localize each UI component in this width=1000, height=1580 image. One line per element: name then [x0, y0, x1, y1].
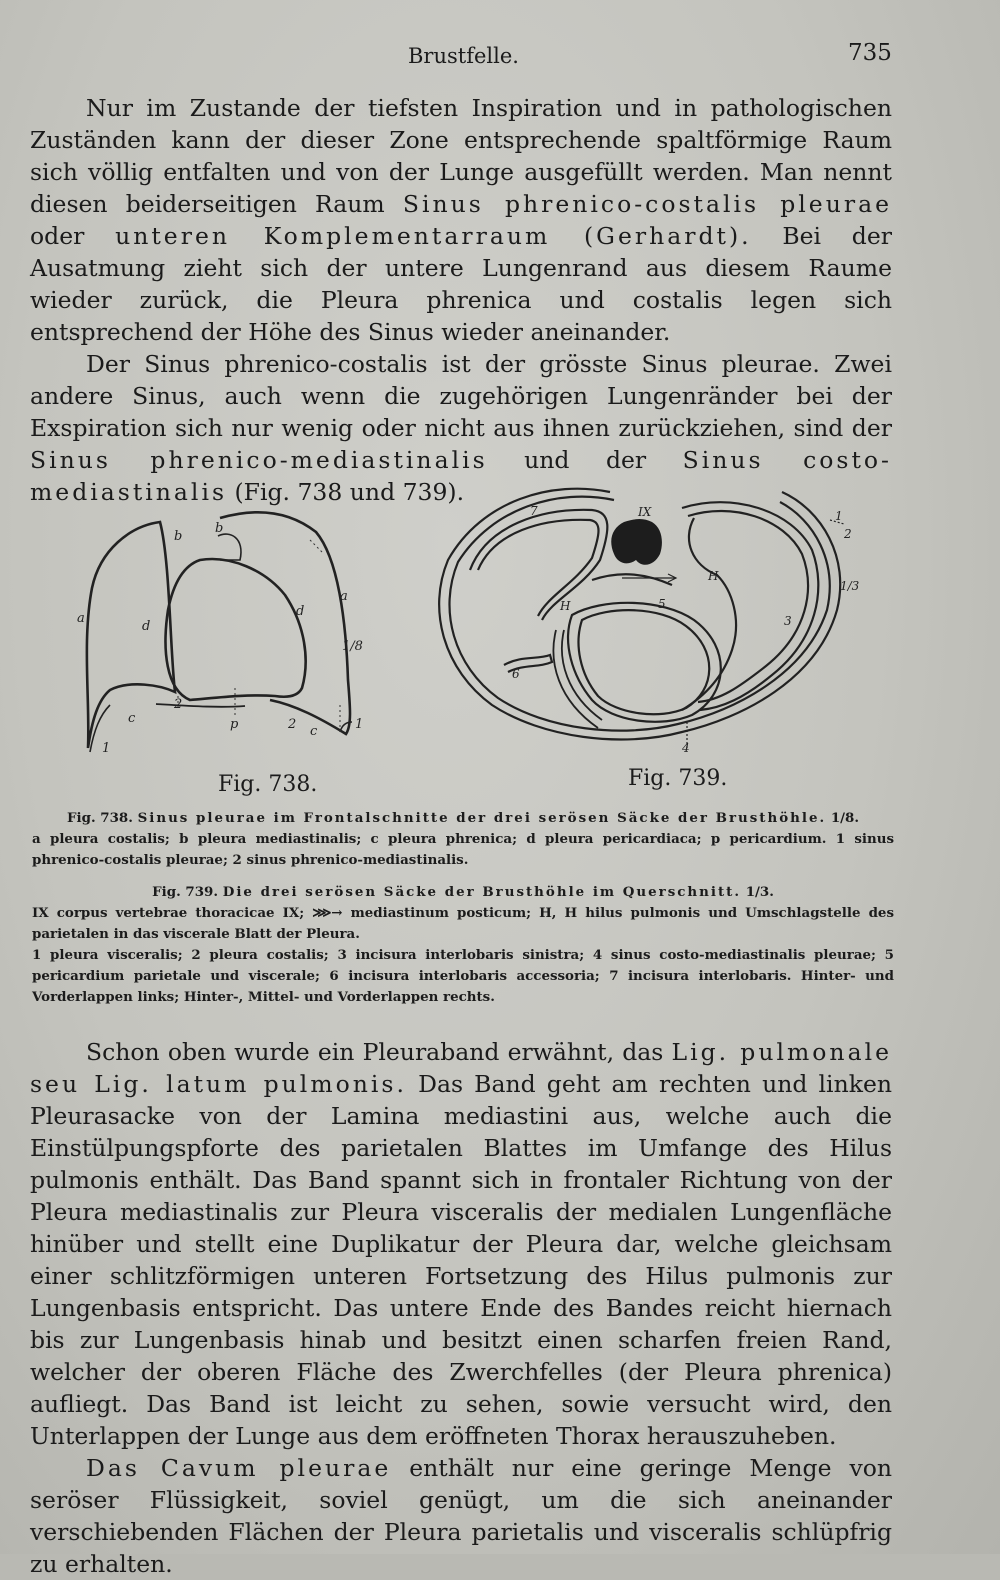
fig738-label-2-left: 2 [174, 697, 183, 712]
para2-term-phrenico-mediastinalis: Sinus phrenico-mediastinalis [30, 446, 488, 474]
caption-739-body-2: 1 pleura visceralis; 2 pleura costalis; 3 incisura interlobaris sinistra; 4 sinus costo-mediastinalis pleurae; 5 pericardium parietale und viscerale; 6 incisura interlobaris accessoria; 7 incisura interlobaris. Hinter- und Vorderlappen links; Hinter-, Mittel- und Vorderlappen rechts. [32, 947, 894, 1005]
para2-text-b: und der [487, 446, 683, 474]
lower-text [30, 1036, 892, 1580]
fig739-label-1: 1 [835, 509, 843, 523]
fig738-label-b-left: b [174, 529, 183, 544]
figure-739-diagram [432, 470, 862, 770]
fig738-scale: 1/8 [342, 639, 363, 654]
caption-738-scale: 1/8. [830, 810, 859, 826]
para1-term-sinus: Sinus phrenico-costalis pleurae [402, 190, 892, 218]
fig739-label-7: 7 [530, 504, 538, 518]
paragraph-3 [30, 1036, 892, 1452]
fig738-label-b-right: b [215, 521, 224, 536]
fig738-label-2-right: 2 [288, 717, 297, 732]
fig738-label-d-right: d [296, 604, 305, 619]
para1-text-a: Nur im Zustande der tiefsten Inspiration und in pathologischen Zuständen kann der dieser Zone entsprechende spaltförmige Raum sich völlig entfalten und von der Lunge ausgefüllt werden. Man nennt diesen beiderseitigen Raum [30, 94, 892, 218]
fig738-label-1-left: 1 [102, 741, 111, 756]
fig738-label-a-right: a [340, 589, 348, 604]
caption-fig-738 [32, 808, 894, 871]
para3-text-b: Das Band geht am rechten und linken Pleurasacke von der Lamina mediastini aus, welche auch die Einstülpungspforte des parietalen Blattes im Umfange des Hilus pulmonis enthält. Das Band spannt sich in frontaler Richtung von der Pleura mediastinalis zur Pleura visceralis der medialen Lungenfläche hinüber und stellt eine Duplikatur der Pleura dar, welche gleichsam einer schlitzförmigen unteren Fortsetzung des Hilus pulmonis zur Lungenbasis entspricht. Das untere Ende des Bandes reicht hiernach bis zur Lungenbasis hinab und besitzt einen scharfen freien Rand, welcher der oberen Fläche des Zwerchfelles (der Pleura phrenica) aufliegt. Das Band ist leicht zu sehen, sowie versucht wird, den Unterlappen der Lunge aus dem eröffneten Thorax herauszuheben. [30, 1070, 892, 1450]
para3-text-a: Schon oben wurde ein Pleuraband erwähnt, das [86, 1038, 672, 1066]
fig739-label-3: 3 [784, 614, 792, 628]
figure-738-diagram [70, 500, 380, 770]
fig739-label-H-left: H [560, 599, 571, 613]
figure-738-label: Fig. 738. [218, 772, 318, 797]
para4-text-a: enthält nur eine geringe Menge von seröser Flüssigkeit, soviel genügt, um die sich aneinander verschiebenden Flächen der Pleura parietalis und visceralis schlüpfrig zu erhalten. [30, 1454, 893, 1578]
fig738-label-d-left: d [142, 619, 151, 634]
caption-738-fig: Fig. 738. [67, 810, 133, 826]
caption-fig-739 [32, 882, 894, 1008]
caption-738-title-line [32, 808, 894, 829]
page-number: 735 [848, 40, 892, 66]
caption-738-body: a pleura costalis; b pleura mediastinalis; c pleura phrenica; d pleura pericardiaca; p pericardium. 1 sinus phrenico-costalis pleurae; 2 sinus phrenico-mediastinalis. [32, 831, 894, 868]
para3-term-lig-pulmonale: Lig. pulmonale seu Lig. latum pulmonis. [30, 1038, 892, 1098]
fig739-scale: 1/3 [840, 579, 860, 593]
caption-739-fig: Fig. 739. [152, 884, 219, 900]
caption-739-title-line [32, 882, 894, 903]
fig738-label-c-right: c [310, 724, 318, 739]
para2-term-costo-mediastinalis: Sinus costo-mediastinalis [30, 446, 892, 506]
para1-text-c: Bei der Ausatmung zieht sich der untere Lungenrand aus diesem Raume wieder zurück, die Pleura phrenica und costalis legen sich entsprechend der Höhe des Sinus wieder aneinander. [30, 222, 892, 346]
para2-text-a: Der Sinus phrenico-costalis ist der grösste Sinus pleurae. Zwei andere Sinus, auch wenn die zugehörigen Lungenränder bei der Exspiration sich nur wenig oder nicht aus ihnen zurückziehen, sind der [30, 350, 892, 442]
fig738-label-a-left: a [77, 611, 85, 626]
fig739-label-4: 4 [682, 741, 690, 755]
fig739-label-IX: IX [638, 505, 652, 519]
para1-term-komplementarraum: unteren Komplementarraum (Gerhardt). [115, 222, 752, 250]
running-header: Brustfelle. [408, 44, 519, 68]
para2-text-c: (Fig. 738 und 739). [227, 478, 465, 506]
fig739-label-H-right: H [708, 569, 719, 583]
upper-text [30, 92, 892, 508]
caption-738-title: Sinus pleurae im Frontalschnitte der drei serösen Säcke der Brusthöhle. [137, 810, 827, 826]
para1-text-b: oder [30, 222, 116, 250]
caption-739-scale: 1/3. [745, 884, 774, 900]
caption-739-body-1: IX corpus vertebrae thoracicae IX; ⋙→ mediastinum posticum; H, H hilus pulmonis und Umschlagstelle des parietalen in das viscerale Blatt der Pleura. [32, 905, 894, 942]
paragraph-4 [30, 1452, 892, 1580]
fig738-label-p: p [230, 717, 239, 732]
figure-739-label: Fig. 739. [628, 766, 728, 791]
fig739-label-6: 6 [512, 667, 520, 681]
para4-term-cavum-pleurae: Das Cavum pleurae [86, 1454, 392, 1482]
fig738-label-c-left: c [128, 711, 136, 726]
fig739-label-5: 5 [658, 597, 666, 611]
fig738-label-1-right: 1 [355, 717, 364, 732]
fig739-label-2: 2 [844, 527, 852, 541]
paragraph-1 [30, 92, 892, 348]
caption-739-title: Die drei serösen Säcke der Brusthöhle im Querschnitt. [222, 884, 742, 900]
